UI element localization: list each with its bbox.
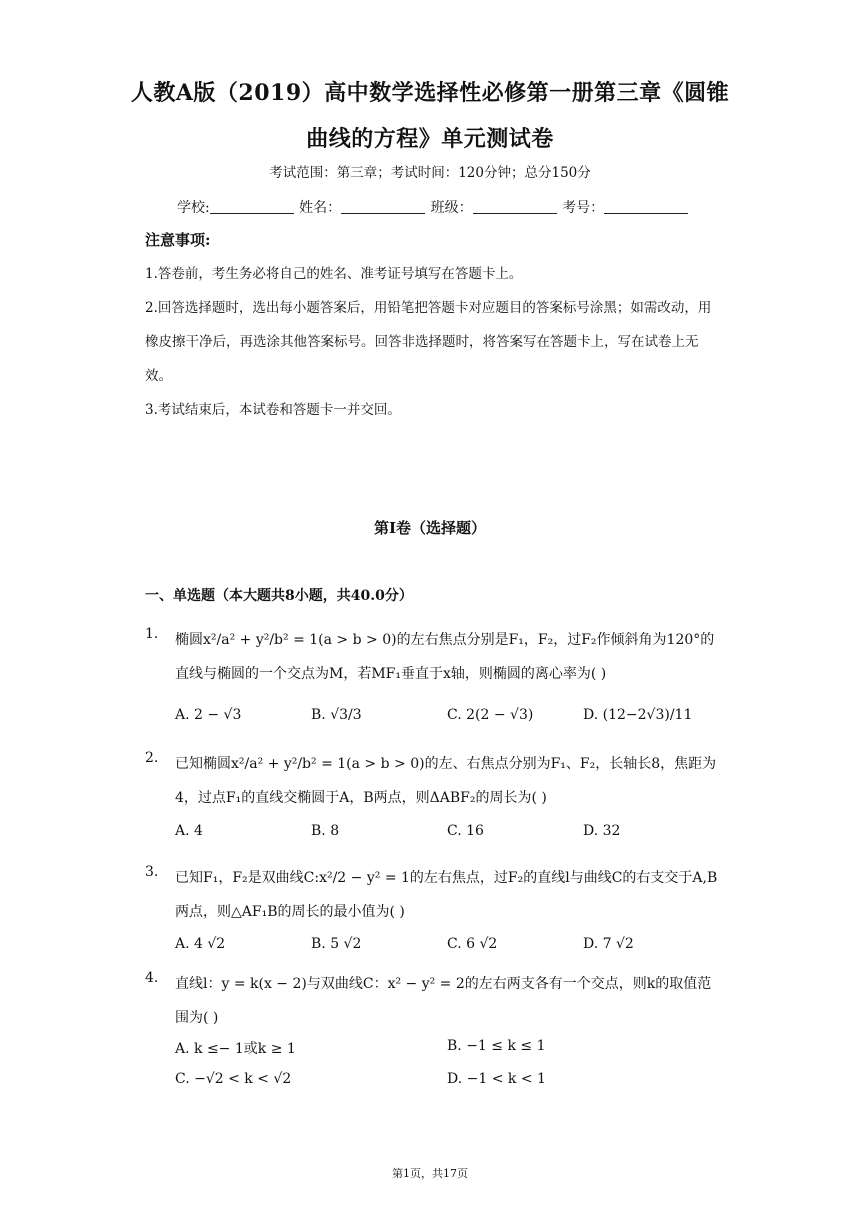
option-b: B. 5 √2	[311, 936, 362, 952]
section-title: 第I卷（选择题）	[373, 519, 487, 537]
option-d: D. (12−2√3)/11	[583, 707, 693, 723]
notice-title: 注意事项:	[145, 231, 211, 249]
question-text: 已知椭圆x²/a² + y²/b² = 1(a > b > 0)的左、右焦点分别为F₁、F₂，长轴长8，焦距为4，过点F₁的直线交椭圆于A，B两点，则ΔABF₂的周长为( )	[175, 756, 717, 806]
option-d: D. 7 √2	[583, 936, 634, 952]
notice-item-1: 1.答卷前，考生务必将自己的姓名、准考证号填写在答题卡上。	[145, 266, 523, 282]
question-text: 已知F₁，F₂是双曲线C:x²/2 − y² = 1的左右焦点，过F₂的直线l与曲线C的右支交于A,B两点，则△AF₁B的周长的最小值为( )	[175, 870, 718, 920]
option-c: C. −√2 < k < √2	[175, 1071, 292, 1087]
option-a: A. 4	[175, 823, 203, 839]
school-label: 学校:	[177, 200, 210, 216]
option-c: C. 6 √2	[447, 936, 498, 952]
option-d: D. −1 < k < 1	[447, 1071, 546, 1087]
option-b: B. √3/3	[311, 707, 362, 723]
exam-number-blank	[604, 199, 688, 214]
exam-subtitle: 考试范围：第三章；考试时间：120分钟；总分150分	[269, 165, 591, 181]
name-label: 姓名：	[299, 200, 342, 216]
exam-number-label: 考号：	[562, 200, 605, 216]
notice-item-2: 2.回答选择题时，选出每小题答案后，用铅笔把答题卡对应题目的答案标号涂黑；如需改动，用橡皮擦干净后，再选涂其他答案标号。回答非选择题时，将答案写在答题卡上，写在试卷上无效。	[145, 300, 712, 384]
question-number: 1.	[145, 626, 159, 642]
page-title: 人教A版（2019）高中数学选择性必修第一册第三章《圆锥曲线的方程》单元测试卷	[130, 80, 730, 152]
student-info-row	[177, 197, 689, 217]
class-blank	[473, 199, 557, 214]
question-number: 4.	[145, 970, 159, 986]
class-label: 班级：	[430, 200, 473, 216]
part-title: 一、单选题（本大题共8小题，共40.0分）	[145, 588, 413, 604]
option-b: B. 8	[311, 823, 340, 839]
question-number: 3.	[145, 864, 159, 880]
option-c: C. 16	[447, 823, 484, 839]
school-blank	[210, 199, 294, 214]
question-text: 直线l：y = k(x − 2)与双曲线C：x² − y² = 2的左右两支各有一个交点，则k的取值范围为( )	[175, 976, 712, 1026]
page-footer: 第1页，共17页	[392, 1167, 468, 1180]
name-blank	[341, 199, 425, 214]
option-b: B. −1 ≤ k ≤ 1	[447, 1038, 546, 1054]
option-a: A. 2 − √3	[175, 707, 242, 723]
question-text: 椭圆x²/a² + y²/b² = 1(a > b > 0)的左右焦点分别是F₁，F₂，过F₂作倾斜角为120°的直线与椭圆的一个交点为M，若MF₁垂直于x轴，则椭圆的离心率为( )	[175, 632, 715, 682]
question-number: 2.	[145, 750, 159, 766]
option-c: C. 2(2 − √3)	[447, 707, 534, 723]
option-d: D. 32	[583, 823, 621, 839]
option-a: A. k ≤− 1或k ≥ 1	[175, 1041, 296, 1057]
notice-item-3: 3.考试结束后，本试卷和答题卡一并交回。	[145, 402, 401, 418]
option-a: A. 4 √2	[175, 936, 226, 952]
